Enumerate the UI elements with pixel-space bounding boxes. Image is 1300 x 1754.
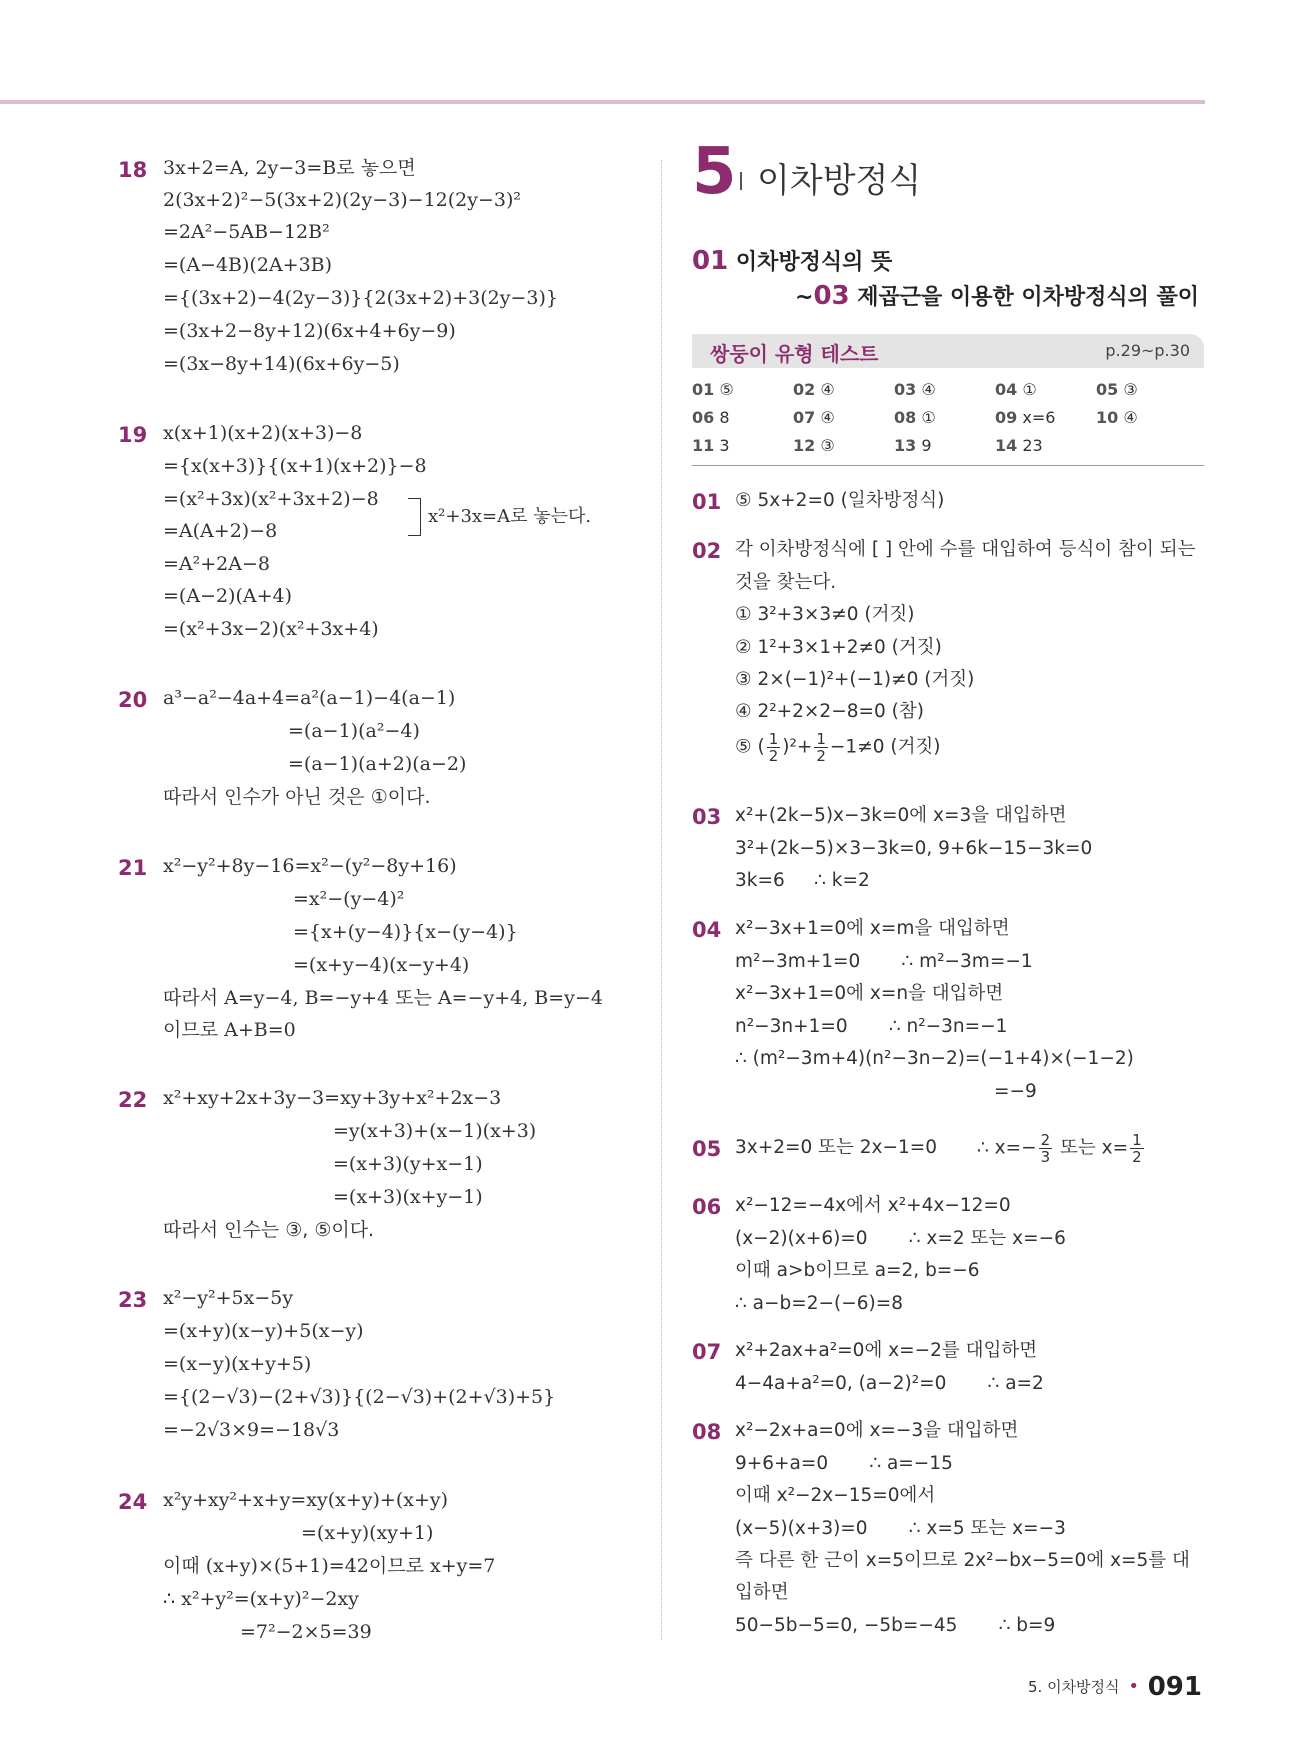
answer-item: 11 3 [692,436,730,455]
solution-line: 이때 (x+y)×(5+1)=42이므로 x+y=7 [163,1555,496,1577]
answer-item: 02 ④ [793,380,835,399]
test-page-range: p.29~p.30 [1105,341,1190,360]
solution-line: 따라서 인수는 ③, ⑤이다. [163,1219,375,1241]
substitution-note: x²+3x=A로 놓는다. [428,506,592,527]
solution-line: (x−5)(x+3)=0 ∴ x=5 또는 x=−3 [735,1518,1066,1539]
solution-line: 50−5b−5=0, −5b=−45 ∴ b=9 [735,1615,1056,1636]
footer-dot: • [1128,1676,1139,1697]
answer-item: 14 23 [995,436,1043,455]
solution-line: x²−y²+8y−16=x²−(y²−8y+16) [163,855,457,877]
problem-number: 23 [118,1288,148,1312]
answer-divider [692,465,1204,466]
solution-line: x²−3x+1=0에 x=m을 대입하면 [735,918,1010,939]
column-divider [661,160,662,1640]
section-heading-1 [692,245,892,276]
answer-item: 07 ④ [793,408,835,427]
top-divider-bar [0,100,1205,104]
solution-line: 즉 다른 한 근이 x=5이므로 2x²−bx−5=0에 x=5를 대 [735,1550,1190,1571]
solution-line: ={(3x+2)−4(2y−3)}{2(3x+2)+3(2y−3)} [163,287,558,309]
answer-item: 03 ④ [894,380,936,399]
problem-number: 06 [692,1195,722,1219]
solution-line: =(x+3)(y+x−1) [333,1153,483,1175]
problem-number: 24 [118,1490,148,1514]
solution-line: =7²−2×5=39 [240,1621,372,1643]
solution-line: ∴ a−b=2−(−6)=8 [735,1293,903,1314]
solution-line: =(x−y)(x+y+5) [163,1353,312,1375]
solution-line: m²−3m+1=0 ∴ m²−3m=−1 [735,951,1033,972]
section-heading-2 [795,280,1199,311]
solution-line: =−9 [994,1081,1037,1102]
problem-number: 07 [692,1340,722,1364]
solution-line: 3²+(2k−5)×3−3k=0, 9+6k−15−3k=0 [735,838,1093,859]
page-footer [1028,1672,1202,1702]
answer-item: 09 x=6 [995,408,1056,427]
solution-line: 9+6+a=0 ∴ a=−15 [735,1453,953,1474]
solution-line: x²y+xy²+x+y=xy(x+y)+(x+y) [163,1489,449,1511]
solution-line: ={x(x+3)}{(x+1)(x+2)}−8 [163,455,427,477]
solution-line: ={(2−√3)−(2+√3)}{(2−√3)+(2+√3)+5} [163,1386,556,1408]
solution-line: =(x+3)(x+y−1) [333,1186,483,1208]
solution-line: ∴ (m²−3m+4)(n²−3n−2)=(−1+4)×(−1−2) [735,1048,1134,1069]
problem-number: 03 [692,805,722,829]
range-tilde: ~ [795,285,814,310]
section-number: 01 [692,246,729,276]
solution-line: =(x+y)(x−y)+5(x−y) [163,1320,364,1342]
fraction: $\frac{2}{3}$ [1040,1131,1051,1166]
solution-line: 입하면 [735,1582,789,1603]
solution-line: =(x²+3x−2)(x²+3x+4) [163,618,379,640]
solution-line: =−2√3×9=−18√3 [163,1419,340,1441]
solution-line: =(x²+3x)(x²+3x+2)−8 [163,488,379,510]
solution-line: x²+(2k−5)x−3k=0에 x=3을 대입하면 [735,805,1067,826]
solution-line: ① 3²+3×3≠0 (거짓) [735,604,915,625]
solution-line: 이때 x²−2x−15=0에서 [735,1485,936,1506]
solution-line: =A(A+2)−8 [163,520,278,542]
solution-line: x²−2x+a=0에 x=−3을 대입하면 [735,1420,1019,1441]
test-title: 쌍둥이 유형 테스트 [710,342,879,366]
solution-line: =(x+y−4)(x−y+4) [293,954,470,976]
solution-line: x²−12=−4x에서 x²+4x−12=0 [735,1195,1011,1216]
answer-item: 05 ③ [1096,380,1138,399]
fraction: $\frac{1}{2}$ [768,730,779,765]
solution-line: =(a−1)(a²−4) [288,720,420,742]
problem-number: 04 [692,918,722,942]
solution-line: 이므로 A+B=0 [163,1019,296,1041]
solution-line: ={x+(y−4)}{x−(y−4)} [293,921,518,943]
solution-line: ∴ x=− $\frac{2}{3}$ 또는 x= $\frac{1}{2}$ [977,1131,1142,1166]
test-header-bar [692,334,1204,368]
page-number: 091 [1147,1672,1202,1702]
problem-number: 22 [118,1088,148,1112]
chapter-title: 이차방정식 [757,161,922,201]
problem-number: 02 [692,539,722,563]
solution-line: 2(3x+2)²−5(3x+2)(2y−3)−12(2y−3)² [163,189,522,211]
solution-line: ⑤ 5x+2=0 (일차방정식) [735,490,945,511]
solution-line: 3x+2=A, 2y−3=B로 놓으면 [163,157,416,179]
solution-line: =x²−(y−4)² [293,888,405,910]
answer-item: 10 ④ [1096,408,1138,427]
solution-line: 4−4a+a²=0, (a−2)²=0 ∴ a=2 [735,1373,1044,1394]
answer-item: 04 ① [995,380,1037,399]
solution-line: =2A²−5AB−12B² [163,221,330,243]
solution-line: x²+xy+2x+3y−3=xy+3y+x²+2x−3 [163,1087,502,1109]
problem-number: 01 [692,490,722,514]
solution-line: =(a−1)(a+2)(a−2) [288,753,467,775]
section-title: 제곱근을 이용한 이차방정식의 풀이 [857,285,1200,310]
solution-line: x²−3x+1=0에 x=n을 대입하면 [735,983,1004,1004]
solution-line: 3k=6 ∴ k=2 [735,870,870,891]
solution-line: x²−y²+5x−5y [163,1287,294,1309]
fraction: $\frac{1}{2}$ [1132,1131,1142,1166]
section-title: 이차방정식의 뜻 [735,250,893,275]
solution-line: 이때 a>b이므로 a=2, b=−6 [735,1260,980,1281]
solution-line: ⑤ ( $\frac{1}{2}$ )²+ $\frac{1}{2}$ −1≠0 (거짓) [735,730,941,765]
solution-line: (x−2)(x+6)=0 ∴ x=2 또는 x=−6 [735,1228,1066,1249]
solution-line: =(x+y)(xy+1) [301,1522,434,1544]
solution-line: x²+2ax+a²=0에 x=−2를 대입하면 [735,1340,1038,1361]
solution-line: =A²+2A−8 [163,553,270,575]
solution-line: ② 1²+3×1+2≠0 (거짓) [735,637,942,658]
problem-number: 20 [118,688,148,712]
problem-number: 18 [118,158,148,182]
answer-item: 01 ⑤ [692,380,734,399]
footer-chapter-label: 5. 이차방정식 [1028,1678,1120,1696]
answer-item: 12 ③ [793,436,835,455]
answer-item: 08 ① [894,408,936,427]
answer-item: 06 8 [692,408,730,427]
solution-line: ∴ x²+y²=(x+y)²−2xy [163,1588,359,1610]
solution-line: 각 이차방정식에 [ ] 안에 수를 대입하여 등식이 참이 되는 [735,539,1196,560]
solution-line: a³−a²−4a+4=a²(a−1)−4(a−1) [163,687,456,709]
solution-line: =(A−2)(A+4) [163,585,293,607]
problem-number: 08 [692,1420,722,1444]
substitution-bracket [408,498,421,536]
solution-line: =(A−4B)(2A+3B) [163,254,333,276]
solution-line: =(3x−8y+14)(6x+6y−5) [163,353,400,375]
solution-line: ③ 2×(−1)²+(−1)≠0 (거짓) [735,669,975,690]
solution-line: 3x+2=0 또는 2x−1=0 [735,1137,938,1158]
section-number: 03 [813,281,850,311]
solution-line: n²−3n+1=0 ∴ n²−3n=−1 [735,1016,1008,1037]
problem-number: 05 [692,1137,722,1161]
solution-line: 따라서 A=y−4, B=−y+4 또는 A=−y+4, B=y−4 [163,987,603,1009]
problem-number: 21 [118,856,148,880]
solution-line: 것을 찾는다. [735,572,837,593]
solution-line: x(x+1)(x+2)(x+3)−8 [163,422,363,444]
fraction: $\frac{1}{2}$ [816,730,826,765]
solution-line: =y(x+3)+(x−1)(x+3) [333,1120,537,1142]
solution-line: 따라서 인수가 아닌 것은 ①이다. [163,786,431,808]
solution-line: ④ 2²+2×2−8=0 (참) [735,701,924,722]
chapter-separator [740,172,742,190]
answer-item: 13 9 [894,436,932,455]
chapter-number: 5 [692,135,737,209]
solution-line: =(3x+2−8y+12)(6x+4+6y−9) [163,320,456,342]
problem-number: 19 [118,423,148,447]
